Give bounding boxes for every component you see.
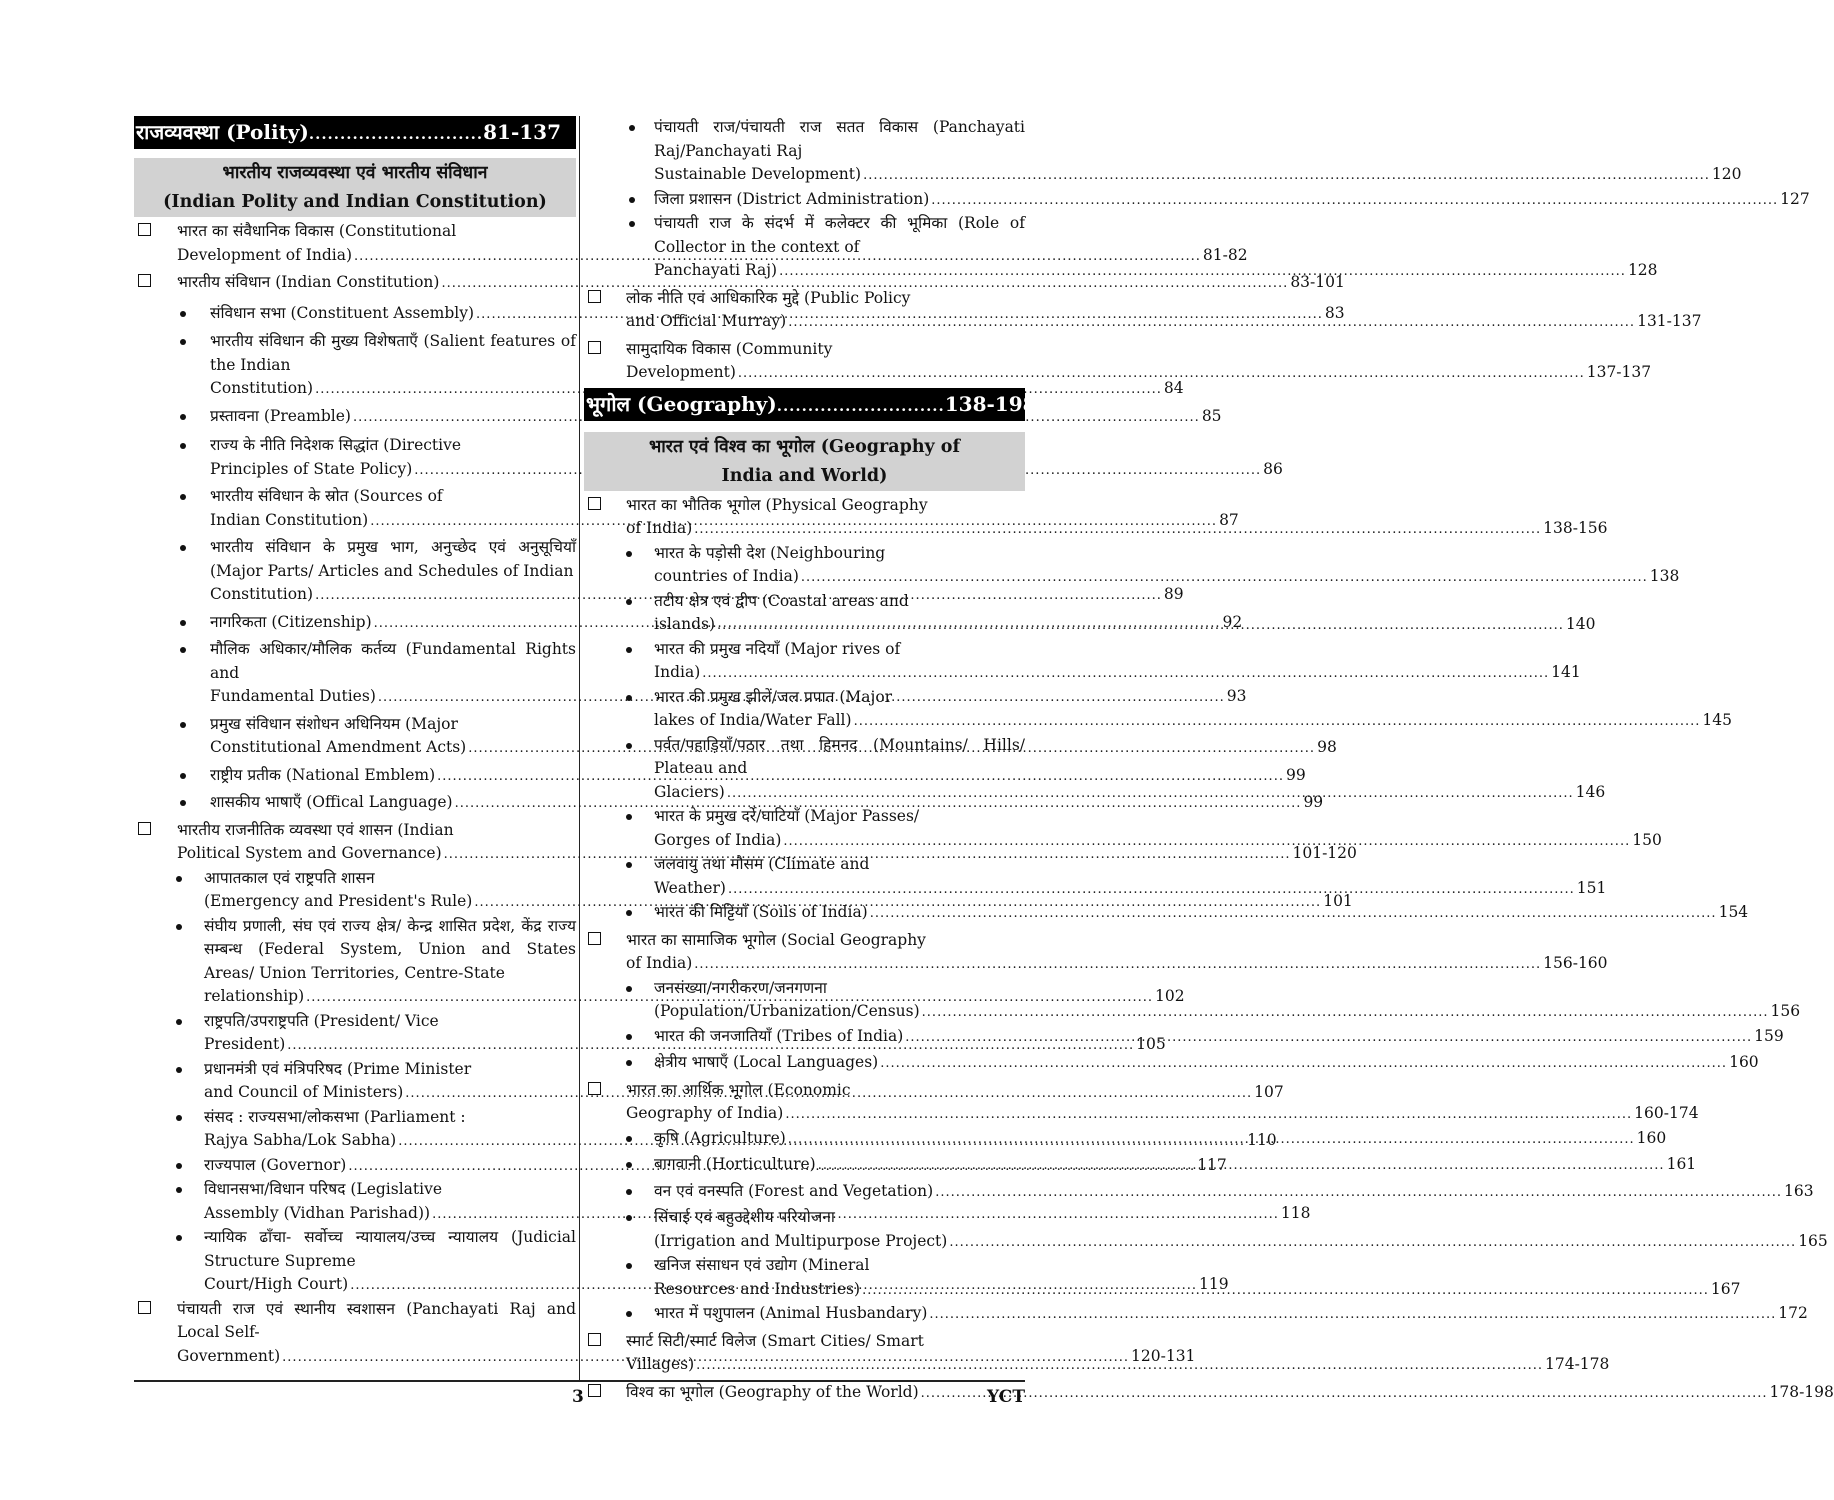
page-number: 165 [1798,1231,1828,1250]
bullet-icon [629,197,635,203]
section-header-polity[interactable]: राजव्यवस्था (Polity)............................81-137 [134,116,576,149]
entry-text-end: and Council of Ministers) [204,1083,404,1101]
entry-text-end: Sustainable Development) [654,165,862,183]
toc-entry[interactable] [584,116,1742,188]
toc-entry[interactable] [584,1302,1808,1327]
footer-rule [134,1380,1025,1382]
entry-text-end: (Irrigation and Multipurpose Project) [654,1231,948,1250]
entry-text-end: (Emergency and President's Rule) [204,892,473,910]
entry-text: भारतीय संविधान की मुख्य विशेषताएँ (Salient features of the Indian [210,332,576,374]
toc-entry[interactable] [134,271,1345,296]
toc-entry[interactable] [584,638,1581,686]
bullet-icon [626,1263,632,1269]
dot-leader [818,1154,1665,1178]
entry-text: जनसंख्या/नगरीकरण/जनगणना [654,978,827,997]
entry-text-end: of India) [626,519,693,537]
bullet-icon [626,647,632,653]
toc-entry[interactable] [584,338,1652,386]
entry-text: आपातकाल एवं राष्ट्रपति शासन [204,868,375,887]
subsection-title-english: (Indian Polity and Indian Constitution) [163,192,547,212]
bullet-icon [626,1162,632,1168]
bullet-icon [176,876,182,882]
page-number: 145 [1702,711,1732,729]
page-number: 127 [1780,189,1810,208]
page-number: 138 [1649,567,1680,585]
dot-leader [862,1279,1709,1303]
page-number: 93 [1226,687,1247,705]
entry-text-end: Assembly (Vidhan Parishad)) [204,1203,431,1222]
page-number: 107 [1254,1083,1284,1101]
bullet-icon [626,1215,632,1221]
bullet-icon [626,986,632,992]
dot-leader [779,260,1626,284]
page-number: 101 [1323,892,1353,910]
entry-text-end: प्रस्तावना (Preamble) [210,406,351,425]
page-number: 83 [1324,303,1345,322]
page-number: 119 [1199,1275,1229,1293]
page-number: 161 [1666,1155,1697,1173]
page-number: 128 [1627,261,1658,279]
entry-text-end: भारत की मिट्टियाँ (Soils of India) [654,903,868,921]
dot-leader [905,1026,1752,1050]
dot-leader [785,1103,1632,1127]
dot-leader [694,953,1541,977]
entry-text-end: भारतीय संविधान (Indian Constitution) [177,273,440,291]
page-number: 98 [1317,738,1337,756]
entry-text-end: Development) [626,363,736,381]
page-number: 92 [1222,612,1243,631]
entry-text: प्रमुख संविधान संशोधन अधिनियम (Major [210,714,458,733]
bullet-icon [626,695,632,701]
toc-entry[interactable] [134,764,1306,789]
bullet-icon [626,910,632,916]
page-number: 146 [1575,782,1606,801]
bullet-icon [626,1311,632,1317]
entry-text: राज्य के नीति निदेशक सिद्धांत (Directive [210,436,462,454]
entry-text-end: वन एवं वनस्पति (Forest and Vegetation) [654,1181,934,1200]
entry-text-end: Villages) [626,1355,695,1373]
bullet-icon [629,221,635,227]
entry-text-end: बागवानी (Horticulture) [654,1155,816,1173]
bullet-icon [180,647,186,653]
entry-text: भारत की प्रमुख झीलें/जल प्रपात (Major [654,687,893,706]
page-number: 118 [1280,1203,1311,1222]
entry-text: सामुदायिक विकास (Community [626,339,833,358]
bullet-icon [180,620,186,626]
entry-text: लोक नीति एवं आधिकारिक मुद्दे (Public Policy [626,288,911,307]
entry-text: तटीय क्षेत्र एवं द्वीप (Coastal areas and [654,591,909,610]
page-number: 160 [1636,1128,1667,1147]
entry-text-end: Court/High Court) [204,1275,349,1293]
entry-text: भारत का संवैधानिक विकास (Constitutional [177,222,457,240]
dot-leader [738,362,1585,386]
entry-text-end: विश्व का भूगोल (Geography of the World) [626,1382,919,1401]
entry-text-end: (Population/Urbanization/Census) [654,1002,920,1020]
page-number: 81-82 [1202,245,1248,264]
entry-text: भारतीय राजनीतिक व्यवस्था एवं शासन (Indian [177,820,454,839]
entry-text-end: Fundamental Duties) [210,687,376,705]
toc-entry[interactable] [584,188,1810,213]
page-number: 131-137 [1637,312,1702,330]
checkbox-icon [138,822,151,835]
section-header-geography[interactable]: भूगोल (Geography)...........................138-198 [584,388,1025,421]
entry-text: संघीय प्रणाली, संघ एवं राज्य क्षेत्र/ केन्द्र शासित प्रदेश, केंद्र राज्य सम्बन्ध (Federal System, Union and States Areas/ Union Territories, Centre-State [204,916,576,982]
subsection-title-line1: भारत एवं विश्व का भूगोल (Geography of [648,436,961,457]
subsection-header [134,158,576,217]
entry-text-end: Development of India) [177,245,353,264]
toc-entry[interactable] [584,1381,1834,1406]
checkbox-icon [588,1384,601,1397]
entry-text-end: राष्ट्रीय प्रतीक (National Emblem) [210,765,436,784]
bullet-icon [180,414,186,420]
page-number: 163 [1784,1181,1814,1200]
bullet-icon [626,814,632,820]
page-number-footer: 3 [572,1387,584,1407]
entry-text-end: relationship) [204,987,305,1005]
dot-leader [935,1181,1782,1205]
entry-text-end: जिला प्रशासन (District Administration) [654,189,930,208]
dot-leader [717,614,1564,638]
entry-text: स्मार्ट सिटी/स्मार्ट विलेज (Smart Cities/ Smart [626,1331,924,1350]
entry-text-end: Constitutional Amendment Acts) [210,738,467,756]
entry-text: विधानसभा/विधान परिषद (Legislative [204,1180,443,1198]
bullet-icon [176,1235,182,1241]
toc-entry[interactable] [584,929,1608,977]
section-pages: 81-137 [483,120,562,144]
entry-text: पंचायती राज/पंचायती राज सतत विकास (Panchayati Raj/Panchayati Raj [654,118,1025,160]
entry-text-end: Constitution) [210,379,314,397]
bullet-icon [626,862,632,868]
entry-text: जलवायु तथा मौसम (Climate and [654,855,870,873]
dot-leader [854,710,1701,734]
toc-entry[interactable] [584,542,1680,590]
page-number: 105 [1136,1035,1166,1053]
entry-text: न्यायिक ढाँचा- सर्वोच्च न्यायालय/उच्च न्यायालय (Judicial Structure Supreme [204,1228,576,1270]
dot-leader [880,1052,1727,1076]
bullet-icon [180,443,186,449]
entry-text-end: Gorges of India) [654,830,782,849]
entry-text-end: Political System and Governance) [177,844,442,862]
entry-text-end: lakes of India/Water Fall) [654,711,852,729]
page-number: 85 [1201,406,1222,425]
dot-leader [921,1382,1768,1406]
dot-leader [696,1354,1543,1378]
page-number: 102 [1155,987,1185,1005]
page-number: 120-131 [1131,1346,1196,1365]
bullet-icon [180,339,186,345]
entry-text-end: भारत में पशुपालन (Animal Husbandary) [654,1304,928,1322]
entry-text-end: शासकीय भाषाएँ (Offical Language) [210,793,453,811]
page-number: 120 [1711,165,1742,183]
entry-text-end: countries of India) [654,567,799,585]
page-number: 150 [1632,830,1662,849]
subsection-title-line2: India and World) [721,465,888,486]
toc-entry[interactable] [584,1051,1759,1076]
dot-leader [728,878,1575,902]
checkbox-icon [138,1301,151,1314]
section-pages: 138-198 [944,391,1037,416]
entry-text-end: Geography of India) [626,1104,784,1122]
entry-text: मौलिक अधिकार/मौलिक कर्तव्य (Fundamental Rights and [210,640,576,682]
toc-entry[interactable] [134,405,1222,430]
entry-text: पर्वत/पहाड़ियाँ/पठार तथा हिमनद (Mountains/ Hills/ Plateau and [654,735,1025,777]
entry-text-end: Principles of State Policy) [210,459,413,478]
bullet-icon [176,1067,182,1073]
page-number: 138-156 [1543,519,1608,537]
entry-text: भारत का सामाजिक भूगोल (Social Geography [626,930,926,949]
page-number: 160-174 [1634,1104,1699,1122]
entry-text-end: Weather) [654,878,726,897]
page-number: 151 [1576,878,1607,897]
dot-leader [870,902,1717,926]
entry-text-end: संविधान सभा (Constituent Assembly) [210,303,475,322]
page-number: 117 [1197,1155,1227,1174]
page-number: 83-101 [1290,273,1345,291]
bullet-icon [629,125,635,131]
subsection-title-hindi: भारतीय राजव्यवस्था एवं भारतीय संविधान [222,163,488,183]
entry-text-end: Indian Constitution) [210,510,369,529]
section-title: राजव्यवस्था (Polity) [136,120,309,144]
subsection-header [584,432,1025,491]
entry-text-end: भारत की जनजातियाँ (Tribes of India) [654,1026,904,1045]
bullet-icon [180,722,186,728]
entry-text: भारत के पड़ोसी देश (Neighbouring [654,543,886,562]
bullet-icon [626,599,632,605]
page-number: 174-178 [1544,1355,1610,1373]
bullet-icon [626,1189,632,1195]
entry-text-end: Rajya Sabha/Lok Sabha) [204,1131,397,1149]
dot-leader [931,189,1778,213]
page-number: 101-120 [1292,844,1357,862]
bullet-icon [626,743,632,749]
dot-leader [702,662,1549,686]
bullet-icon [180,311,186,317]
bullet-icon [180,773,186,779]
page-number: 156-160 [1543,954,1608,972]
bullet-icon [180,800,186,806]
bullet-icon [626,1060,632,1066]
entry-text: पंचायती राज के संदर्भ में कलेक्टर की भूमिका (Role of Collector in the context of [654,214,1025,256]
dot-leader [922,1001,1769,1025]
page-number: 99 [1285,765,1306,784]
entry-text: खनिज संसाधन एवं उद्योग (Mineral [654,1256,870,1274]
entry-text-end: India) [654,663,701,681]
bullet-icon [626,1136,632,1142]
checkbox-icon [588,497,601,510]
checkbox-icon [588,290,601,303]
dot-leader [694,518,1541,542]
entry-text-end: कृषि (Agriculture) [654,1128,786,1147]
dot-leader [929,1303,1776,1327]
entry-text: सिंचाई एवं बहुउद्देशीय परियोजना [654,1208,835,1226]
entry-text-end: Panchayati Raj) [654,261,778,279]
page-number: 172 [1778,1304,1808,1322]
section-title: भूगोल (Geography) [586,391,777,416]
page-number: 167 [1710,1279,1741,1298]
page-number: 84 [1163,379,1184,397]
page-number: 140 [1565,615,1596,633]
toc-entry[interactable] [584,1180,1814,1205]
entry-text: पंचायती राज एवं स्थानीय स्वशासन (Panchayati Raj and Local Self- [177,1299,576,1341]
entry-text: भारतीय संविधान के प्रमुख भाग, अनुच्छेद एवं अनुसूचियाँ (Major Parts/ Articles and Schedules of Indian [210,538,576,580]
entry-text: राष्ट्रपति/उपराष्ट्रपति (President/ Vice [204,1011,439,1030]
dot-leader [863,164,1710,188]
entry-text: भारत के प्रमुख दर्रे/घाटियाँ (Major Passes/ [654,807,920,825]
page-number: 178-198 [1769,1382,1834,1401]
entry-text-end: Resources and Industries) [654,1279,861,1298]
entry-text-end: Constitution) [210,585,314,603]
checkbox-icon [588,341,601,354]
dot-leader [801,566,1648,590]
dot-leader [727,782,1574,806]
dot-leader [949,1231,1796,1255]
page-number: 137-137 [1586,363,1652,381]
bullet-icon [176,1187,182,1193]
checkbox-icon [138,274,151,287]
entry-text-end: islands) [654,615,716,633]
entry-text: संसद : राज्यसभा/लोकसभा (Parliament : [204,1107,466,1126]
bullet-icon [626,1034,632,1040]
checkbox-icon [588,932,601,945]
entry-text-end: Glaciers) [654,782,725,801]
entry-text-end: and Official Murray) [626,312,787,330]
entry-text-end: राज्यपाल (Governor) [204,1155,347,1174]
page-number: 110 [1247,1131,1277,1149]
entry-text: भारत का भौतिक भूगोल (Physical Geography [626,495,928,514]
dot-leader [788,1128,1635,1152]
page-number: 87 [1219,510,1239,529]
bullet-icon [180,545,186,551]
page-number: 159 [1754,1026,1784,1045]
bullet-icon [180,494,186,500]
entry-text: प्रधानमंत्री एवं मंत्रिपरिषद (Prime Minister [204,1059,472,1078]
page-number: 141 [1551,663,1581,681]
entry-text-end: क्षेत्रीय भाषाएँ (Local Languages) [654,1053,879,1071]
page-number: 156 [1770,1002,1801,1020]
bullet-icon [176,1163,182,1169]
publisher-name: YCT [986,1387,1025,1407]
entry-text-end: नागरिकता (Citizenship) [210,612,372,631]
page-number: 89 [1163,585,1184,603]
dot-leader [783,830,1630,854]
entry-text-end: President) [204,1035,286,1053]
page-number: 154 [1718,903,1749,921]
entry-text-end: of India) [626,954,693,972]
bullet-icon [626,551,632,557]
dot-leader [788,311,1635,335]
checkbox-icon [138,223,151,236]
entry-text: भारत का आर्थिक भूगोल (Economic [626,1080,851,1099]
page-number: 86 [1263,459,1283,478]
checkbox-icon [588,1333,601,1346]
checkbox-icon [588,1082,601,1095]
page-number: 160 [1729,1053,1759,1071]
entry-text-end: Government) [177,1346,281,1365]
page-number: 99 [1303,793,1324,811]
bullet-icon [176,924,182,930]
bullet-icon [176,1019,182,1025]
entry-text: भारतीय संविधान के स्रोत (Sources of [210,487,443,505]
bullet-icon [176,1115,182,1121]
entry-text: भारत की प्रमुख नदियाँ (Major rives of [654,639,901,658]
